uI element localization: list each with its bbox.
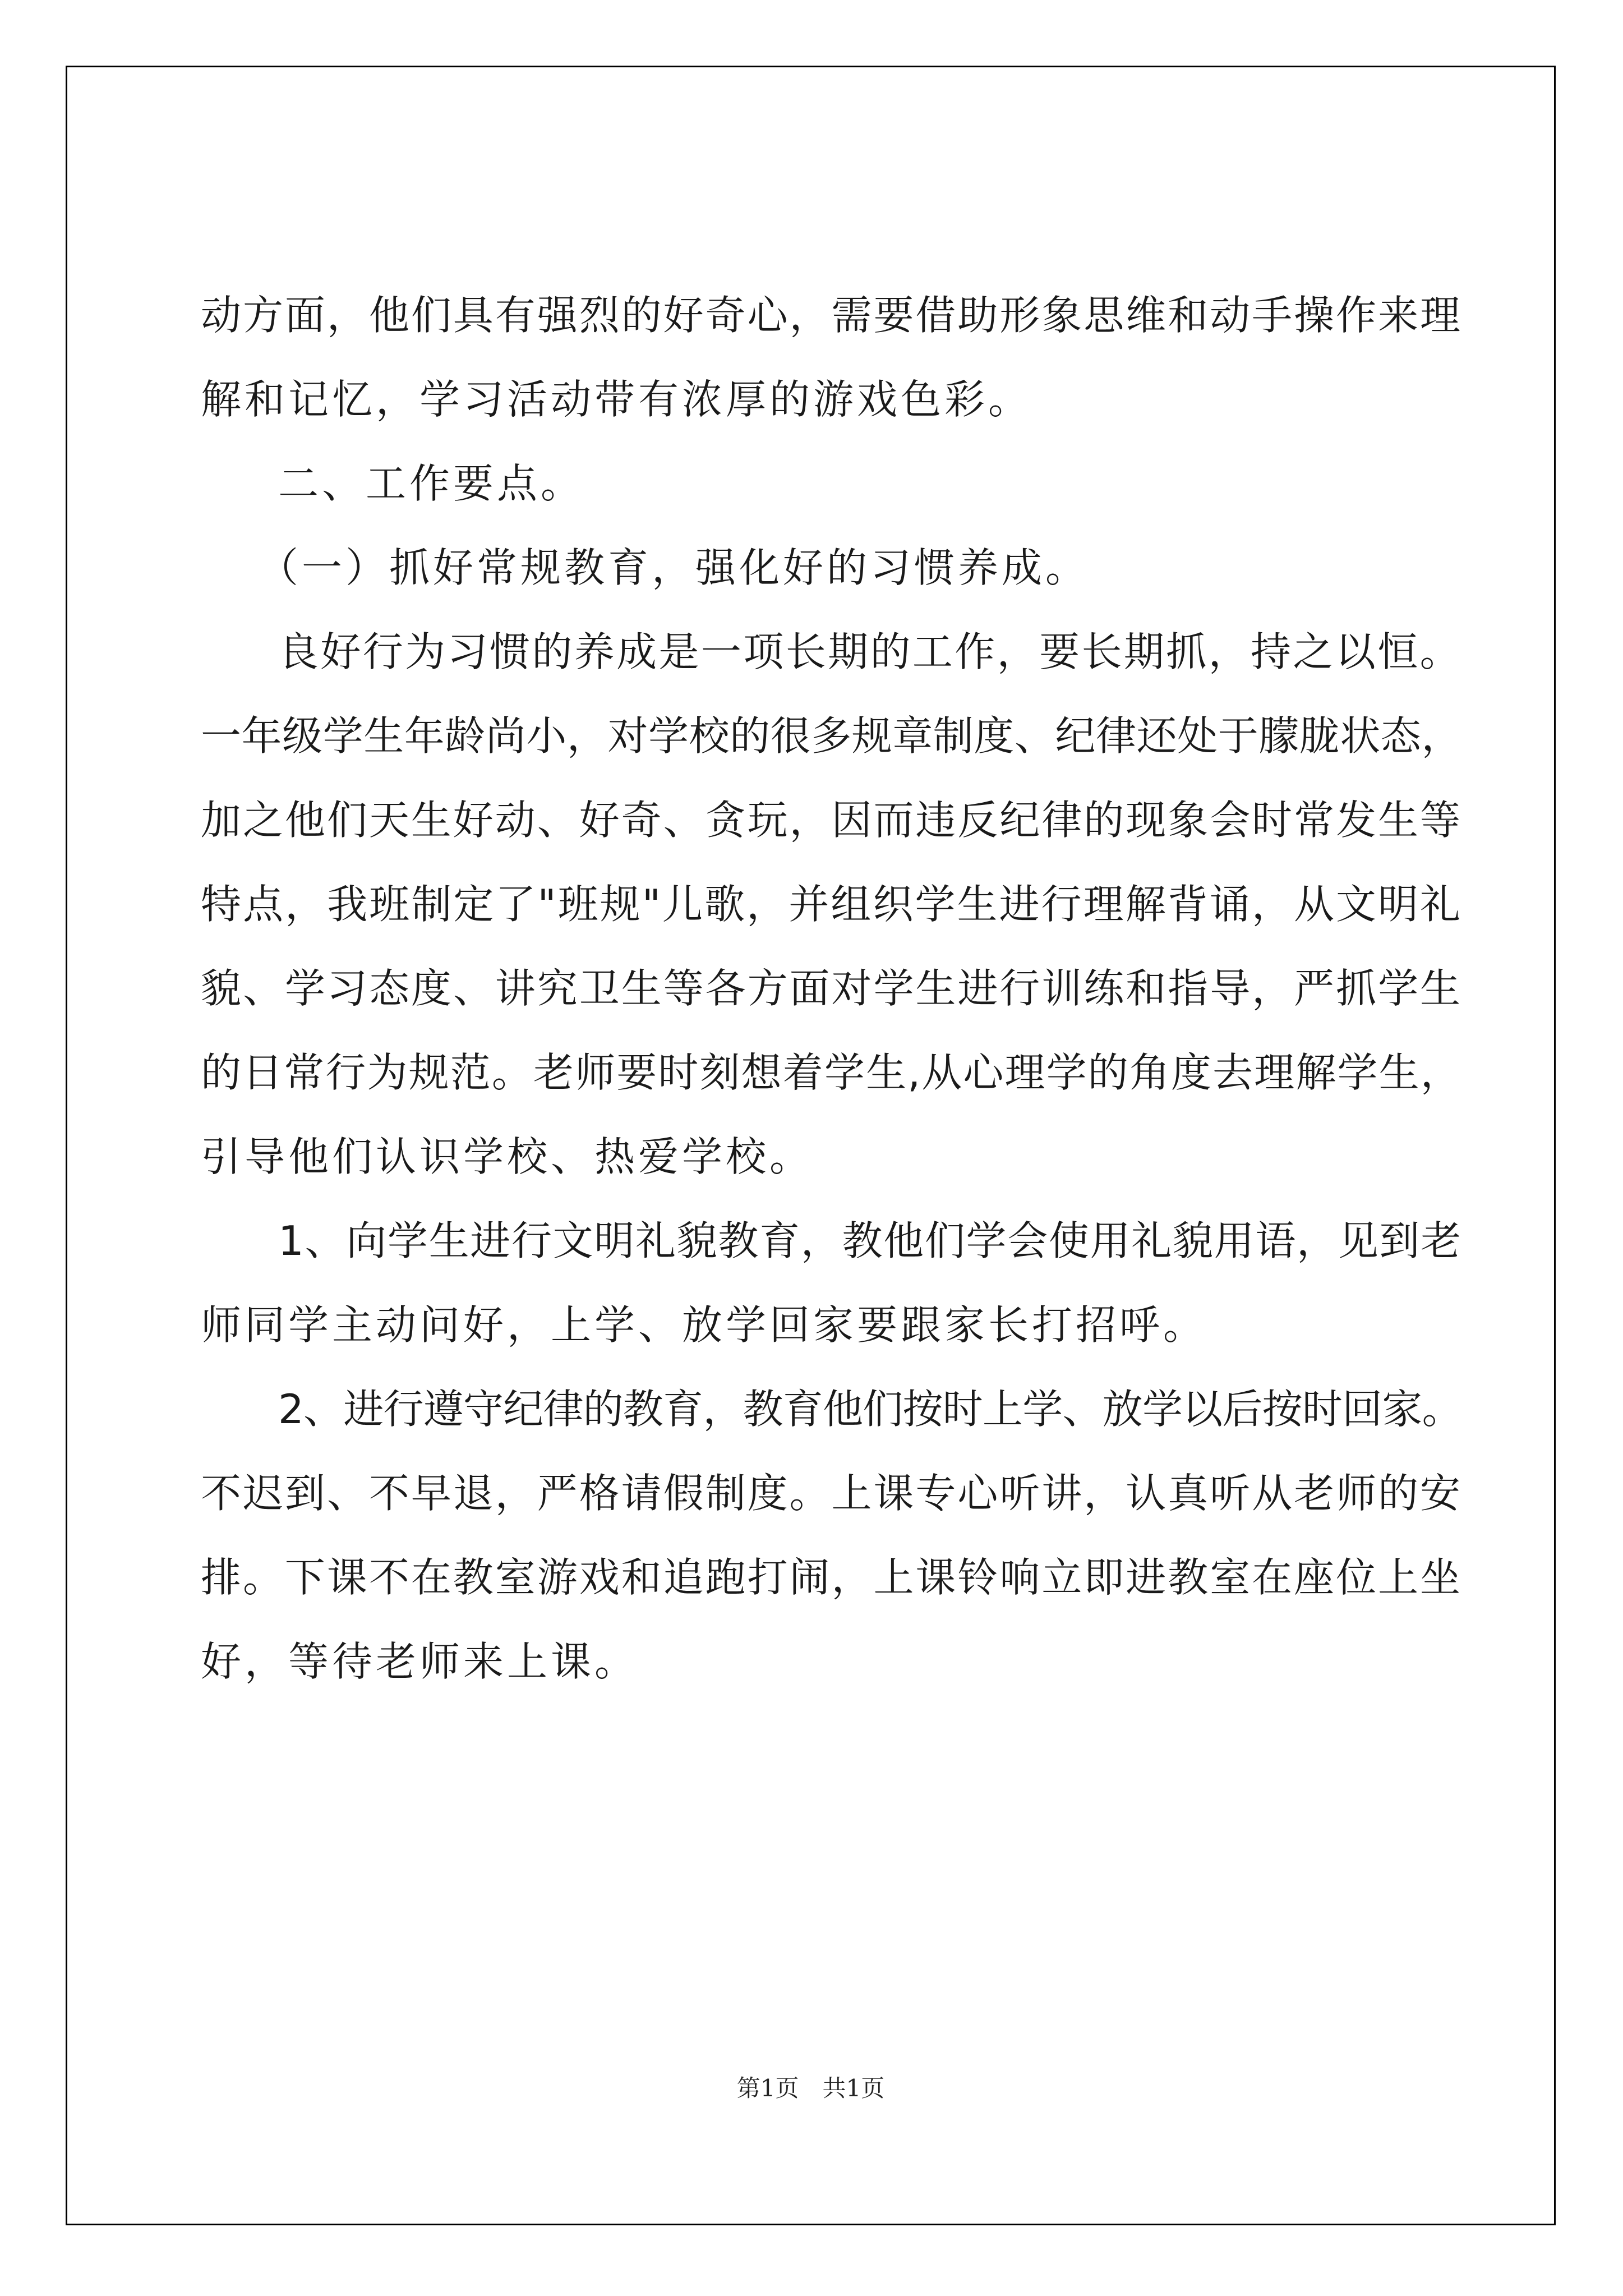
body-line: 师同学主动问好，上学、放学回家要跟家长打招呼。	[201, 1301, 1207, 1349]
body-line: 引导他们认识学校、热爱学校。	[201, 1133, 814, 1180]
body-line: 的日常行为规范。老师要时刻想着学生,从心理学的角度去理解学生，	[201, 1049, 1462, 1096]
list-item-line: 1、向学生进行文明礼貌教育，教他们学会使用礼貌用语，见到老	[278, 1217, 1462, 1264]
page-number-footer: 第1页 共1页	[736, 2074, 885, 2102]
section-heading: 二、工作要点。	[278, 460, 585, 507]
list-item-line: 2、进行遵守纪律的教育，教育他们按时上学、放学以后按时回家。	[278, 1386, 1462, 1433]
body-line: 良好行为习惯的养成是一项长期的工作，要长期抓，持之以恒。	[278, 628, 1463, 675]
body-line: 解和记忆，学习活动带有浓厚的游戏色彩。	[201, 376, 1032, 423]
body-line: 排。下课不在教室游戏和追跑打闹，上课铃响立即进教室在座位上坐	[201, 1554, 1463, 1601]
document-body	[67, 67, 1554, 2224]
subsection-heading: （一）抓好常规教育，强化好的习惯养成。	[258, 544, 1090, 591]
body-line: 一年级学生年龄尚小，对学校的很多规章制度、纪律还处于朦胧状态，	[201, 712, 1463, 760]
body-line: 貌、学习态度、讲究卫生等各方面对学生进行训练和指导，严抓学生	[201, 965, 1463, 1012]
body-line: 好，等待老师来上课。	[201, 1638, 639, 1685]
page-frame	[66, 66, 1556, 2225]
body-line: 动方面，他们具有强烈的好奇心，需要借助形象思维和动手操作来理	[201, 292, 1463, 339]
body-line: 不迟到、不早退，严格请假制度。上课专心听讲，认真听从老师的安	[201, 1470, 1463, 1517]
body-line: 特点，我班制定了"班规"儿歌，并组织学生进行理解背诵，从文明礼	[201, 881, 1463, 928]
body-line: 加之他们天生好动、好奇、贪玩，因而违反纪律的现象会时常发生等	[201, 797, 1463, 844]
